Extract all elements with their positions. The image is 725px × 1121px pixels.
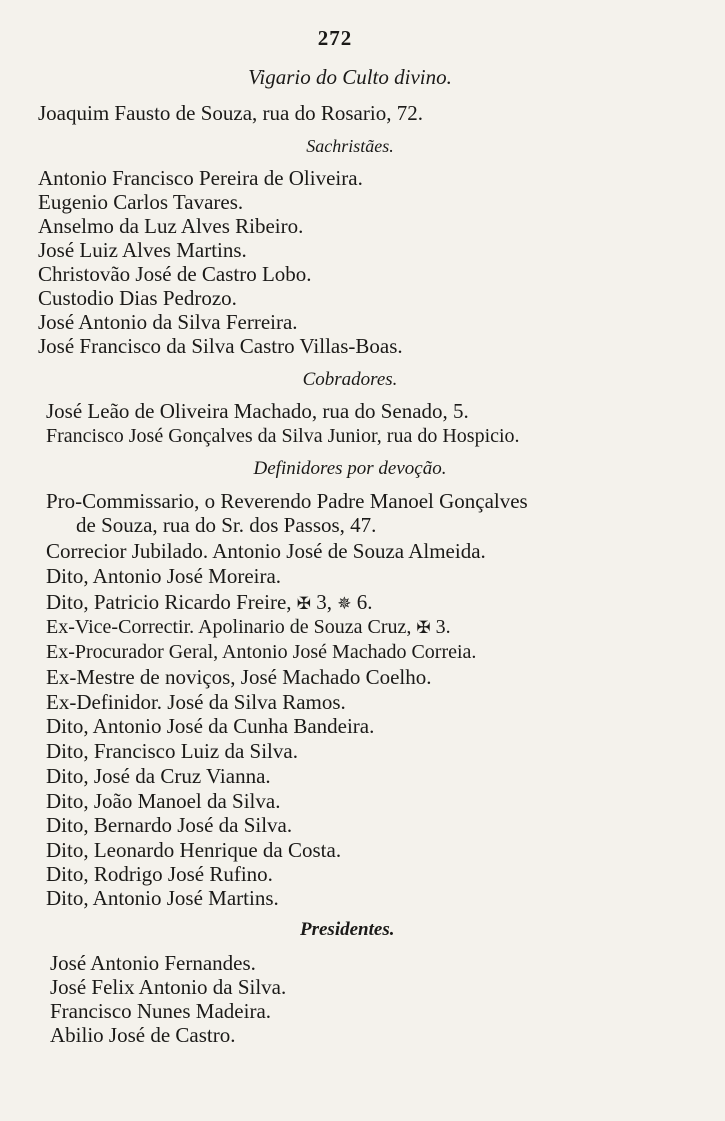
section-heading-definidores: Definidores por devoção.: [253, 458, 447, 479]
list-item: Correcior Jubilado. Antonio José de Souza Almeida.: [46, 539, 486, 563]
list-item: José Antonio Fernandes.: [50, 951, 256, 975]
section-heading-presidentes: Presidentes.: [300, 919, 395, 940]
list-item: Pro-Commissario, o Reverendo Padre Manoel Gonçalves: [46, 489, 528, 513]
section-heading-sachristaes: Sachristães.: [306, 136, 394, 156]
list-item-text: Ex-Vice-Correctir. Apolinario de Souza Cruz,: [46, 616, 412, 638]
list-item-vicecorrector: [46, 614, 451, 641]
order-cross-icon: ✠: [296, 594, 312, 613]
list-item: Dito, Bernardo José da Silva.: [46, 813, 293, 837]
list-item-freire: [46, 589, 373, 617]
list-item: Christovão José de Castro Lobo.: [38, 262, 312, 286]
list-item: Anselmo da Luz Alves Ribeiro.: [38, 214, 304, 238]
list-item: Ex-Procurador Geral, Antonio José Machado Correia.: [46, 641, 477, 663]
list-item: José Luiz Alves Martins.: [38, 238, 247, 262]
section-heading-cobradores: Cobradores.: [302, 369, 398, 390]
list-item: José Leão de Oliveira Machado, rua do Senado, 5.: [46, 399, 469, 423]
list-item-text: Dito, Patricio Ricardo Freire,: [46, 590, 292, 614]
list-item: José Antonio da Silva Ferreira.: [38, 310, 298, 334]
list-item: Dito, Antonio José Martins.: [46, 886, 279, 910]
list-item: Dito, Antonio José Moreira.: [46, 564, 282, 588]
list-item: Dito, Rodrigo José Rufino.: [46, 862, 273, 886]
list-item: Custodio Dias Pedrozo.: [38, 286, 237, 310]
list-item-number: 6.: [356, 590, 373, 614]
list-item: Dito, Antonio José da Cunha Bandeira.: [46, 714, 375, 738]
list-item: José Felix Antonio da Silva.: [50, 975, 287, 999]
list-item: Dito, José da Cruz Vianna.: [46, 764, 271, 788]
list-item: Dito, Francisco Luiz da Silva.: [46, 739, 298, 763]
list-item-number: 3.: [435, 616, 451, 638]
list-item: Francisco José Gonçalves da Silva Junior, rua do Hospicio.: [46, 425, 520, 447]
list-item: Eugenio Carlos Tavares.: [38, 190, 244, 214]
section-heading-vigario: Vigario do Culto divino.: [248, 65, 452, 89]
page-number: 272: [317, 26, 353, 50]
list-item: Ex-Mestre de noviços, José Machado Coelho.: [46, 665, 432, 689]
vigario-line: Joaquim Fausto de Souza, rua do Rosario, 72.: [38, 101, 423, 125]
list-item: Abilio José de Castro.: [50, 1023, 236, 1047]
list-item: Dito, Leonardo Henrique da Costa.: [46, 838, 342, 862]
list-item-number: 3,: [316, 590, 333, 614]
list-item: Francisco Nunes Madeira.: [50, 999, 272, 1023]
list-item: Dito, João Manoel da Silva.: [46, 789, 281, 813]
list-item: Ex-Definidor. José da Silva Ramos.: [46, 690, 346, 714]
list-item: Antonio Francisco Pereira de Oliveira.: [38, 166, 363, 190]
list-item: José Francisco da Silva Castro Villas-Boas.: [38, 334, 403, 358]
list-item: de Souza, rua do Sr. dos Passos, 47.: [76, 513, 377, 537]
order-star-icon: ✵: [337, 594, 352, 613]
order-cross-icon: ✠: [416, 618, 431, 637]
